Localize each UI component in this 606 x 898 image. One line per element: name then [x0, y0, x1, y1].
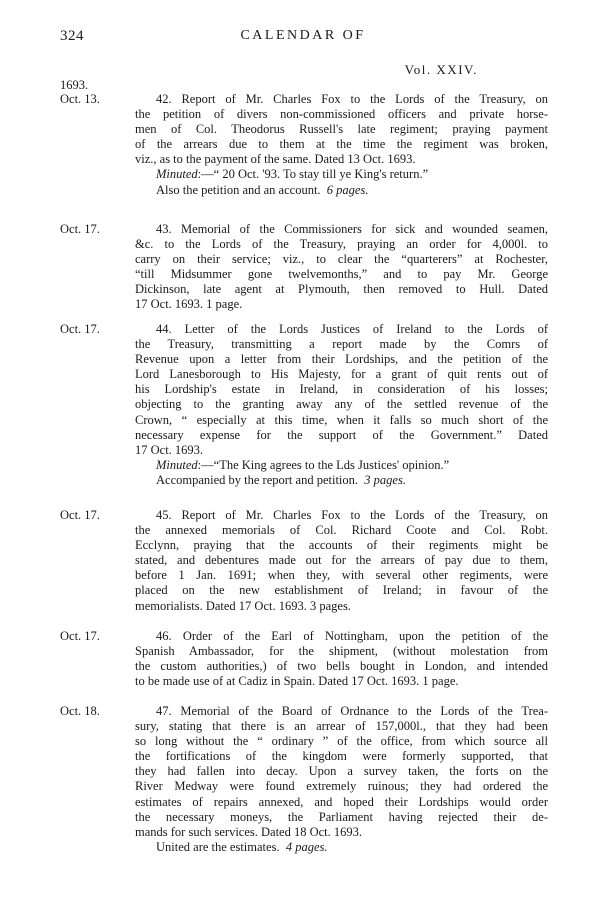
entry-body [135, 704, 548, 855]
entry-line: 43. Memorial of the Commissioners for sick and wounded seamen, [156, 222, 548, 236]
entry-body [135, 508, 548, 614]
entry-line: Dickinson, late agent at Plymouth, then removed to Hull. Dated [135, 282, 548, 297]
entry-line: Crown, “ especially at this time, when it falls so much short of the [135, 412, 548, 427]
minuted-label: Minuted [156, 167, 198, 182]
running-head: CALENDAR OF [240, 28, 366, 43]
enclosure-note [135, 840, 548, 855]
calendar-entry-44 [60, 322, 548, 488]
entry-line: the annexed memorials of Col. Richard Coote and Col. Robt. [135, 523, 548, 538]
entry-line: carry on their service; viz., to clear the “quarterers” at Rochester, [135, 252, 548, 267]
entry-line: sury, stating that there is an arrear of 157,000l., that they had been [135, 719, 548, 734]
entry-line: Lord Lanesborough to His Majesty, for a grant of quit rents out of [135, 367, 548, 382]
entry-line: viz., as to the payment of the same. Dated 13 Oct. 1693. [135, 152, 416, 167]
entry-line: his Lordship's estate in Ireland, in consideration of his losses; [135, 382, 548, 397]
year-label: 1693. [60, 78, 89, 92]
entry-line: stated, and debentures made out for the arrears of pay due to them, [135, 553, 548, 568]
entry-line: Spanish Ambassador, for the shipment, (without molestation from [135, 644, 548, 659]
entry-line: 44. Letter of the Lords Justices of Ireland to the Lords of [156, 322, 548, 336]
minuted-text: :—“ 20 Oct. '93. To stay till ye King's return.” [197, 167, 429, 182]
enclosure-text: Also the petition and an account. [156, 182, 321, 197]
entry-line: 45. Report of Mr. Charles Fox to the Lords of the Treasury, on [156, 508, 548, 522]
entry-line: 17 Oct. 1693. [135, 442, 204, 457]
entry-date: Oct. 13. [60, 92, 100, 106]
enclosure-note [135, 183, 548, 198]
minuted-note [135, 167, 548, 182]
entry-date: Oct. 17. [60, 629, 100, 643]
calendar-entry-46 [60, 629, 548, 689]
entry-line: 47. Memorial of the Board of Ordnance to the Lords of the Trea- [156, 704, 548, 718]
entry-line: mands for such services. Dated 18 Oct. 1693. [135, 824, 363, 839]
entry-body [135, 222, 548, 313]
entry-line: “till Midsummer gone twelvemonths,” and to pay Mr. George [135, 267, 548, 282]
entry-line: men of Col. Theodorus Russell's late regiment; praying payment [135, 122, 548, 137]
entry-date: Oct. 17. [60, 322, 100, 336]
page-count: 3 pages. [364, 472, 406, 487]
entry-line: of the arrears due to them at the time the regiment was broken, [135, 137, 548, 152]
calendar-entry-45 [60, 508, 548, 614]
entry-line: estimates of repairs annexed, and hoped their Lordships would order [135, 794, 548, 809]
entry-line: memorialists. Dated 17 Oct. 1693. 3 pages. [135, 598, 351, 613]
minuted-label: Minuted [156, 457, 198, 472]
calendar-entry-42 [60, 92, 548, 198]
enclosure-note [135, 473, 548, 488]
entry-line: the petition of divers non-commissioned officers and private horse- [135, 107, 548, 122]
entry-line: objecting to the granting away any of the settled revenue of the [135, 397, 548, 412]
entry-line: Ecclynn, praying that the accounts of their regiments might be [135, 538, 548, 553]
entry-date: Oct. 17. [60, 508, 100, 522]
entry-line: before 1 Jan. 1691; when they, with several other regiments, were [135, 568, 548, 583]
page-count: 6 pages. [326, 182, 369, 197]
entry-line: they had fallen into decay. Upon a survey taken, the forts on the [135, 764, 548, 779]
enclosure-text: United are the estimates. [156, 839, 280, 854]
entry-line: 42. Report of Mr. Charles Fox to the Lords of the Treasury, on [156, 92, 548, 106]
entry-body [135, 322, 548, 488]
minuted-text: :—“The King agrees to the Lds Justices' opinion.” [197, 457, 450, 472]
entry-line: River Medway were found extremely ruinous; they had ordered the [135, 779, 548, 794]
entry-line: the custom authorities,) of two bells bought in London, and intended [135, 659, 548, 674]
entry-line: the necessary moneys, the Parliament having rejected their de- [135, 809, 548, 824]
entry-line: necessary expense for the support of the Government.” Dated [135, 427, 548, 442]
calendar-entry-43 [60, 222, 548, 313]
entry-body [135, 92, 548, 198]
entry-line: the Treasury, transmitting a report made by the Comrs of [135, 337, 548, 352]
page-count: 4 pages. [285, 839, 328, 854]
entry-line: placed on the new establishment of Ireland; in favour of the [135, 583, 548, 598]
entry-date: Oct. 17. [60, 222, 100, 236]
entry-date: Oct. 18. [60, 704, 100, 718]
entry-line: so long without the “ ordinary ” of the office, from which source all [135, 734, 548, 749]
entry-line: 46. Order of the Earl of Nottingham, upon the petition of the [156, 629, 548, 643]
entry-line: the fortifications of the kingdom were formerly supported, that [135, 749, 548, 764]
entry-line: &c. to the Lords of the Treasury, praying an order for 4,000l. to [135, 237, 548, 252]
entry-line: to be made use of at Cadiz in Spain. Dated 17 Oct. 1693. 1 page. [135, 674, 459, 689]
entry-line: 17 Oct. 1693. 1 page. [135, 297, 243, 312]
volume-label: Vol. XXIV. [404, 62, 478, 77]
entry-line: Revenue upon a letter from their Lordships, and the petition of the [135, 352, 548, 367]
minuted-note [135, 458, 548, 473]
entry-body [135, 629, 548, 689]
enclosure-text: Accompanied by the report and petition. [156, 472, 359, 487]
calendar-entry-47 [60, 704, 548, 855]
page-number: 324 [60, 28, 84, 44]
